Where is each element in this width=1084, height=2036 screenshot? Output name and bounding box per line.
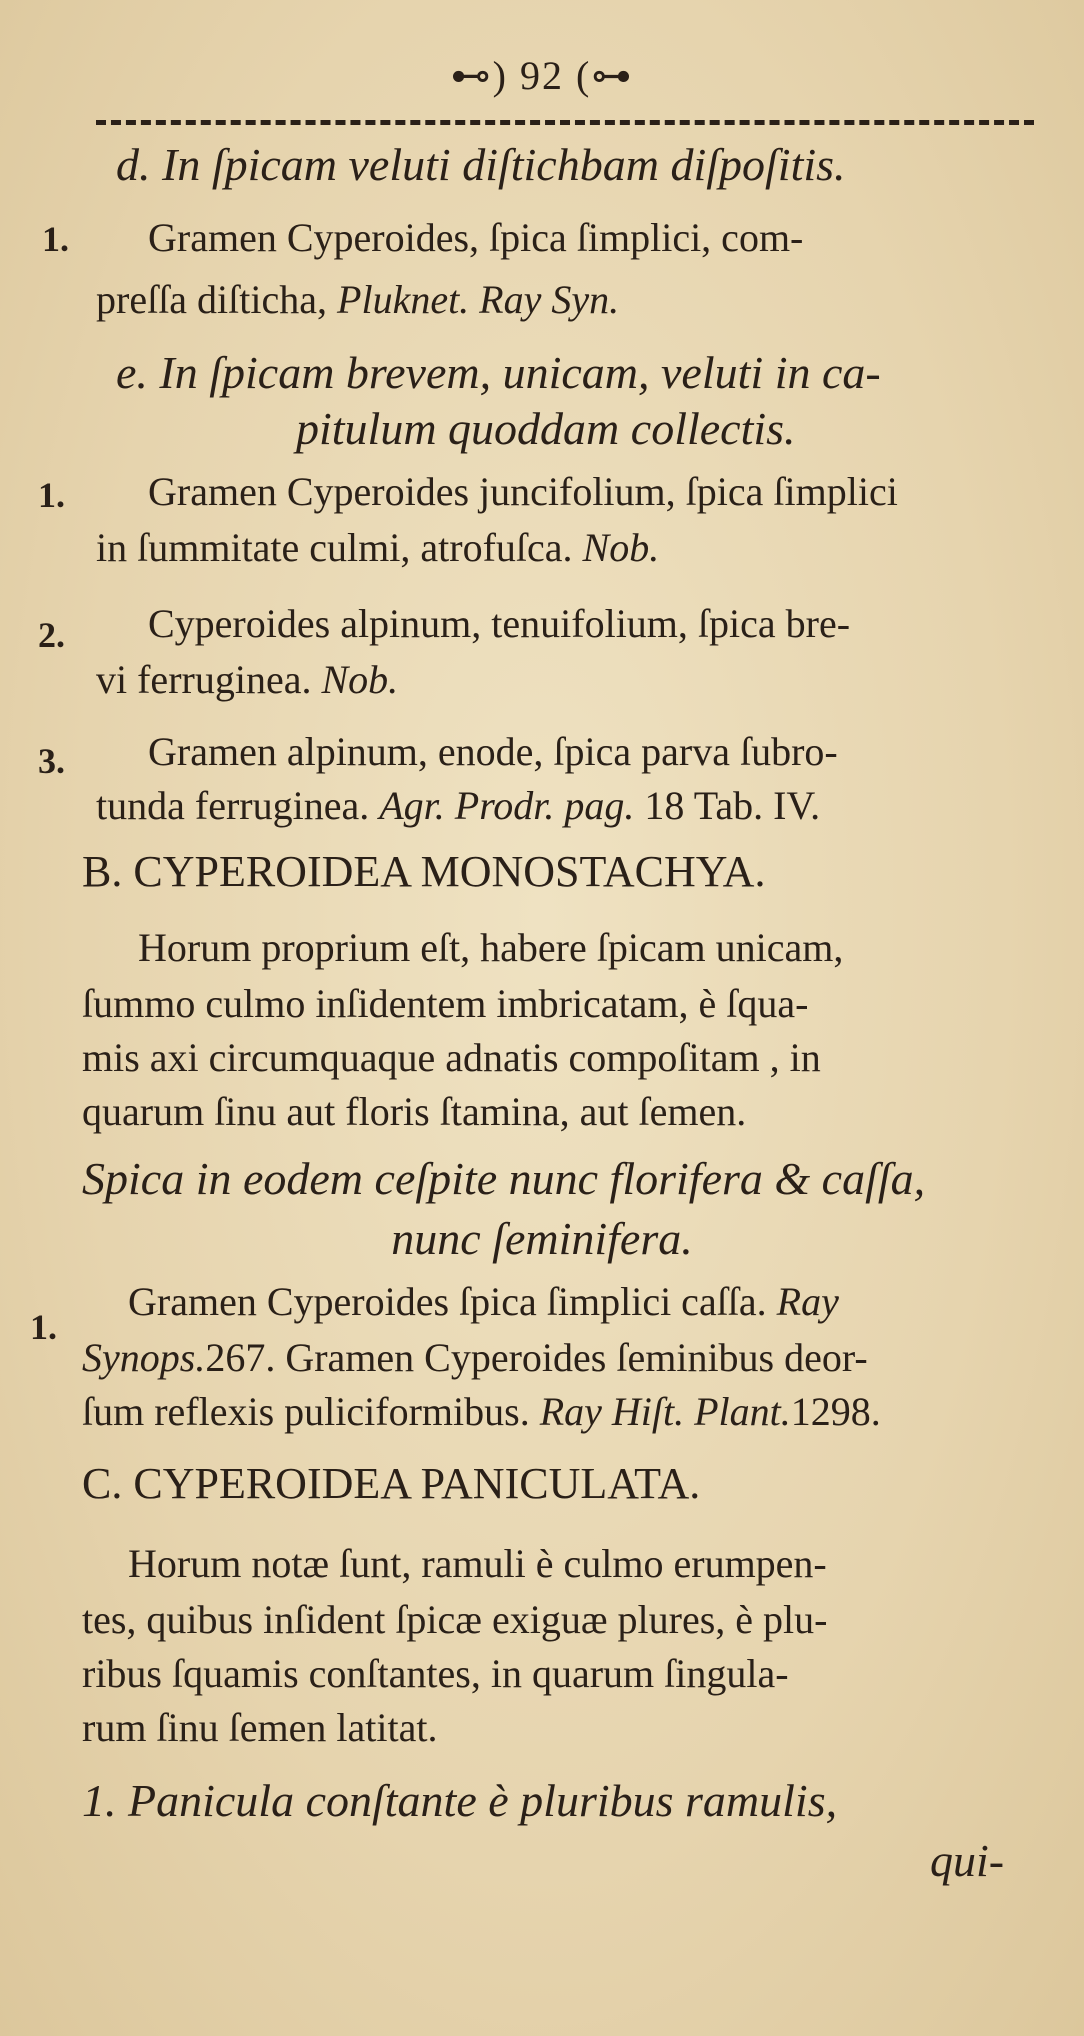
reference: Agr. Prodr. pag. bbox=[379, 783, 635, 828]
text-line: Gramen alpinum, enode, ſpica parva ſubro- bbox=[148, 729, 838, 774]
text-span: Gramen Cyperoides ſpica ſimplici caſſa. bbox=[128, 1279, 767, 1324]
text-span: vi ferruginea. bbox=[96, 657, 312, 702]
text-line: mis axi circumquaque adnatis compoſitam , in bbox=[82, 1035, 821, 1080]
item-number: 3. bbox=[38, 741, 65, 781]
text-span: tunda ferruginea. bbox=[96, 783, 370, 828]
text-line bbox=[82, 1388, 881, 1435]
reference: Ray bbox=[776, 1279, 839, 1324]
item-number: 1. bbox=[42, 219, 69, 259]
text-line: tes, quibus inſident ſpicæ exiguæ plures, è plu- bbox=[82, 1597, 828, 1642]
item-number: 2. bbox=[38, 615, 65, 655]
item-number: 1. bbox=[30, 1307, 57, 1347]
subheading: Spica in eodem ceſpite nunc florifera & caſſa, bbox=[82, 1153, 926, 1204]
text-line: Horum notæ ſunt, ramuli è culmo erumpen- bbox=[128, 1541, 827, 1586]
reference: Nob. bbox=[582, 525, 660, 570]
section-d-heading: d. In ſpicam veluti diſtichbam diſpoſitis. bbox=[116, 139, 846, 190]
section-e-heading: e. In ſpicam brevem, unicam, veluti in ca- bbox=[116, 347, 881, 398]
text-line bbox=[82, 1334, 868, 1381]
text-line: Gramen Cyperoides, ſpica ſimplici, com- bbox=[148, 215, 804, 260]
page-header: ⊷) 92 (⊶ bbox=[450, 53, 634, 98]
text-line bbox=[96, 782, 820, 829]
subheading-cont: nunc ſeminifera. bbox=[391, 1213, 693, 1264]
text-line: rum ſinu ſemen latitat. bbox=[82, 1705, 438, 1750]
section-e-heading-cont: pitulum quoddam collectis. bbox=[296, 403, 796, 454]
text-line: ribus ſquamis conſtantes, in quarum ſingula- bbox=[82, 1651, 789, 1696]
text-line bbox=[128, 1278, 839, 1325]
text-line: quarum ſinu aut floris ſtamina, aut ſemen. bbox=[82, 1089, 747, 1134]
text-line: Cyperoides alpinum, tenuifolium, ſpica bre- bbox=[148, 601, 851, 646]
header-rule bbox=[96, 120, 1034, 125]
subheading: 1. Panicula conſtante è pluribus ramulis, bbox=[82, 1775, 838, 1826]
text-span: 267. Gramen Cyperoides ſeminibus deor- bbox=[205, 1335, 868, 1380]
section-C-heading: C. CYPEROIDEA PANICULATA. bbox=[82, 1459, 701, 1508]
item-number: 1. bbox=[38, 475, 65, 515]
text-span: 18 Tab. IV. bbox=[644, 783, 821, 828]
text-line: Gramen Cyperoides juncifolium, ſpica ſimplici bbox=[148, 469, 898, 514]
reference: Synops. bbox=[82, 1335, 206, 1380]
section-B-heading: B. CYPEROIDEA MONOSTACHYA. bbox=[82, 847, 766, 896]
reference: Pluknet. Ray Syn. bbox=[337, 277, 620, 322]
text-span: preſſa diſticha, bbox=[96, 277, 328, 322]
reference: Nob. bbox=[321, 657, 399, 702]
text-line: ſummo culmo inſidentem imbricatam, è ſqua- bbox=[82, 981, 809, 1026]
text-line bbox=[96, 524, 659, 571]
text-span: ſum reflexis puliciformibus. bbox=[82, 1389, 530, 1434]
text-line bbox=[96, 276, 619, 323]
text-line bbox=[96, 656, 398, 703]
reference: Ray Hiſt. Plant. bbox=[539, 1389, 791, 1434]
catchword: qui- bbox=[930, 1835, 1005, 1886]
text-span: in ſummitate culmi, atrofuſca. bbox=[96, 525, 573, 570]
text-line: Horum proprium eſt, habere ſpicam unicam, bbox=[138, 925, 844, 970]
text-span: 1298. bbox=[790, 1389, 881, 1434]
